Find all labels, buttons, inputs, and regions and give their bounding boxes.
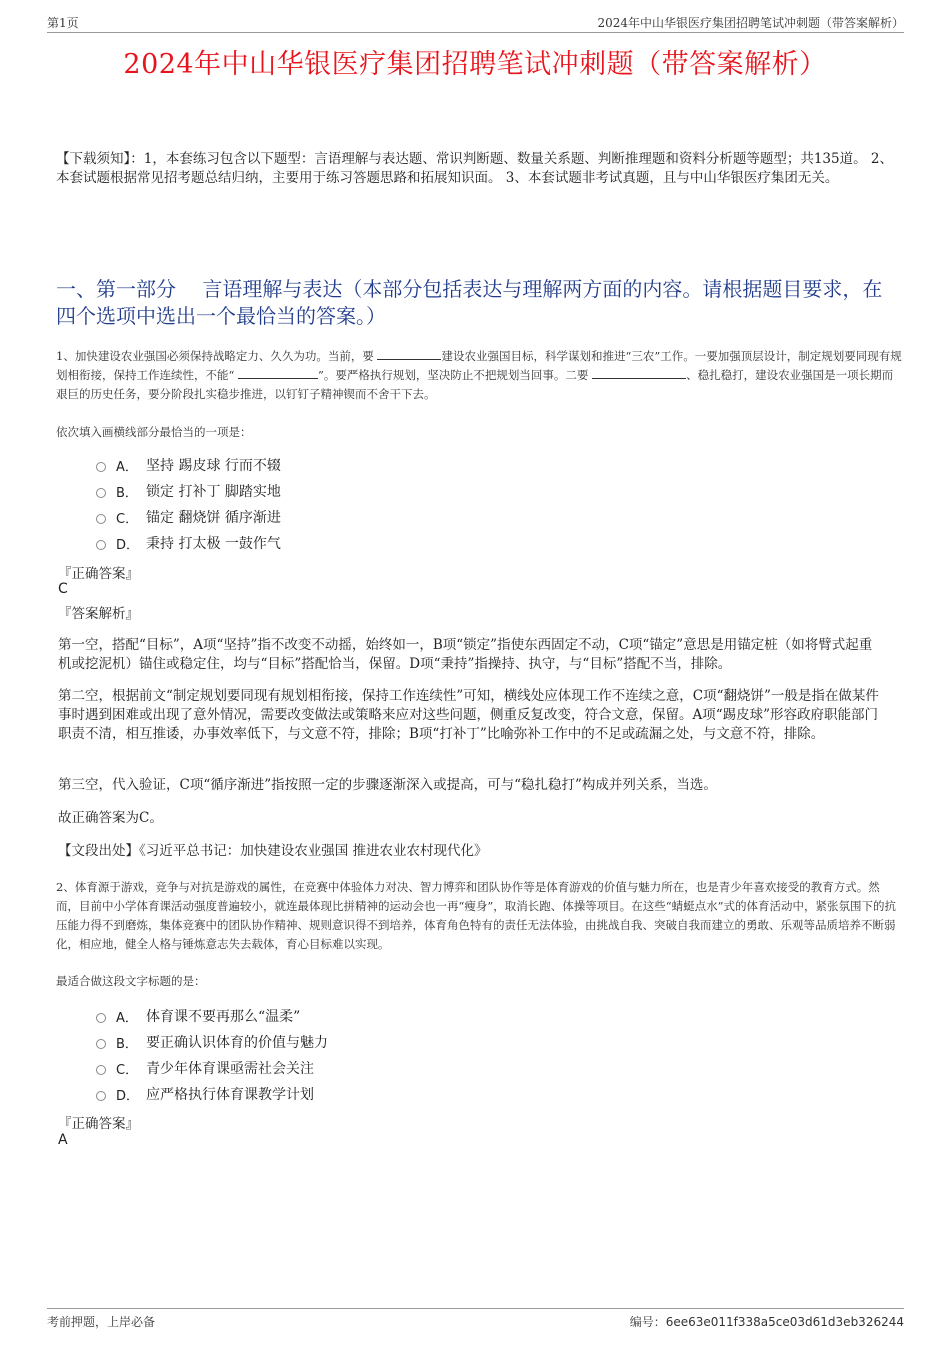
analysis-paragraph-1: 第一空，搭配“目标”，A项“坚持”指不改变不动摇，始终如一，B项“锁定”指使东西固定不动，C项“锚定”意思是用锚定桩（如将臂式起重机或挖泥机）锚住或稳定住，均与“目标”搭配恰当，保留。D项“秉持”指操持、执守，与“目标”搭配不当，排除。 (58, 637, 873, 672)
section-heading: 一、第一部分 言语理解与表达（本部分包括表达与理解两方面的内容。请根据题目要求，在四个选项中选出一个最恰当的答案。） (56, 277, 883, 328)
question-2-option-d[interactable]: D． 应严格执行体育课教学计划 (96, 1081, 696, 1107)
radio-icon[interactable] (96, 462, 106, 472)
question-1-prompt: 依次填入画横线部分最恰当的一项是： (56, 425, 252, 439)
analysis-paragraph-3: 第三空，代入验证，C项“循序渐进”指按照一定的步骤逐渐深入或提高，可与“稳扎稳打”构成并列关系，当选。 (58, 777, 717, 793)
footer-serial: 编号：6ee63e011f338a5ce03d61d3eb326244 (629, 1315, 904, 1329)
document-title: 2024年中山华银医疗集团招聘笔试冲刺题（带答案解析） (123, 49, 827, 80)
question-1-options (96, 452, 696, 556)
footer-slogan: 考前押题，上岸必备 (47, 1315, 156, 1329)
radio-icon[interactable] (96, 540, 106, 550)
question-1-option-b[interactable]: B． 锁定 打补丁 脚踏实地 (96, 478, 696, 504)
analysis-paragraph-2: 第二空，根据前文“制定规划要同现有规划相衔接，保持工作连续性”可知，横线处应体现工作不连续之意，C项“翻烧饼”一般是指在做某件事时遇到困难或出现了意外情况，需要改变做法或策略来应对这些问题，侧重反复改变，符合文意，保留。A项“踢皮球”形容政府职能部门职责不清，相互推诿，办事效率低下，与文意不符，排除；B项“打补丁”比喻弥补工作中的不足或疏漏之处，与文意不符，排除。 (58, 688, 879, 742)
page-header (47, 14, 904, 33)
question-2-text: 2、体育源于游戏，竞争与对抗是游戏的属性，在竞赛中体验体力对决、智力博弈和团队协作等是体育游戏的价值与魅力所在，也是青少年喜欢接受的教育方式。然而，目前中小学体育课活动强度普遍较小，就连最体现比拼精神的运动会也一再“瘦身”，取消长跑、体操等项目。在这些“蜻蜓点水”式的体育活动中，紧张氛围下的抗压能力得不到磨炼，集体竞赛中的团队协作精神、规则意识得不到培养，体育角色特有的责任无法体验，由挑战自我、突破自我而建立的勇敢、乐观等品质培养不断弱化，相应地，健全人格与锤炼意志失去载体，育心目标难以实现。 (56, 880, 897, 951)
question-1-answer: C (58, 581, 68, 597)
question-1-analysis-label: 『答案解析』 (58, 606, 139, 622)
question-2-answer-label: 『正确答案』 (58, 1116, 139, 1132)
question-1-part-a: 1、加快建设农业强国必须保持战略定力、久久为功。当前，要 (56, 349, 378, 363)
radio-icon[interactable] (96, 1039, 106, 1049)
question-1-part-d: 、稳扎稳打，建设农业强国是一项长期而艰巨的历史任务，要分阶段扎实稳步推进，以钉钉子精神锲而不舍干下去。 (56, 368, 894, 401)
radio-icon[interactable] (96, 514, 106, 524)
question-2-answer: A (58, 1132, 68, 1148)
question-2-option-a[interactable]: A． 体育课不要再那么“温柔” (96, 1003, 696, 1029)
question-2-prompt: 最适合做这段文字标题的是： (56, 974, 206, 988)
analysis-paragraph-4: 故正确答案为C。 (58, 810, 163, 826)
blank-1 (377, 347, 441, 360)
question-1-option-d[interactable]: D． 秉持 打太极 一鼓作气 (96, 530, 696, 556)
radio-icon[interactable] (96, 1065, 106, 1075)
question-1-part-c: ”。要严格执行规划，坚决防止不把规划当回事。二要 (318, 368, 593, 382)
question-1-option-a[interactable]: A． 坚持 踢皮球 行而不辍 (96, 452, 696, 478)
question-1-part-b: 建设农业强国目标，科学谋划和推进“三农”工作。一要加强顶层设计，制定规划要同现有规划相衔接，保持工作连续性，不能“ (56, 349, 902, 382)
question-2-option-b[interactable]: B． 要正确认识体育的价值与魅力 (96, 1029, 696, 1055)
question-2-option-c[interactable]: C． 青少年体育课亟需社会关注 (96, 1055, 696, 1081)
download-notice: 【下载须知】：1，本套练习包含以下题型：言语理解与表达题、常识判断题、数量关系题、判断推理题和资料分析题等题型；共135道。 2、本套试题根据常见招考题总结归纳，主要用于练习答题思路和拓展知识面。 3、本套试题非考试真题，且与中山华银医疗集团无关。 (56, 151, 893, 186)
question-2-options (96, 1003, 696, 1107)
page-footer (47, 1308, 904, 1333)
blank-2 (238, 366, 318, 379)
question-1-answer-label: 『正确答案』 (58, 566, 139, 582)
page-number: 第1页 (47, 16, 79, 30)
radio-icon[interactable] (96, 488, 106, 498)
header-doc-title: 2024年中山华银医疗集团招聘笔试冲刺题（带答案解析） (597, 16, 904, 30)
question-1-option-c[interactable]: C． 锚定 翻烧饼 循序渐进 (96, 504, 696, 530)
blank-3 (592, 366, 686, 379)
question-1-text (56, 347, 902, 404)
radio-icon[interactable] (96, 1091, 106, 1101)
radio-icon[interactable] (96, 1013, 106, 1023)
source-citation: 【文段出处】《习近平总书记：加快建设农业强国 推进农业农村现代化》 (58, 843, 488, 859)
